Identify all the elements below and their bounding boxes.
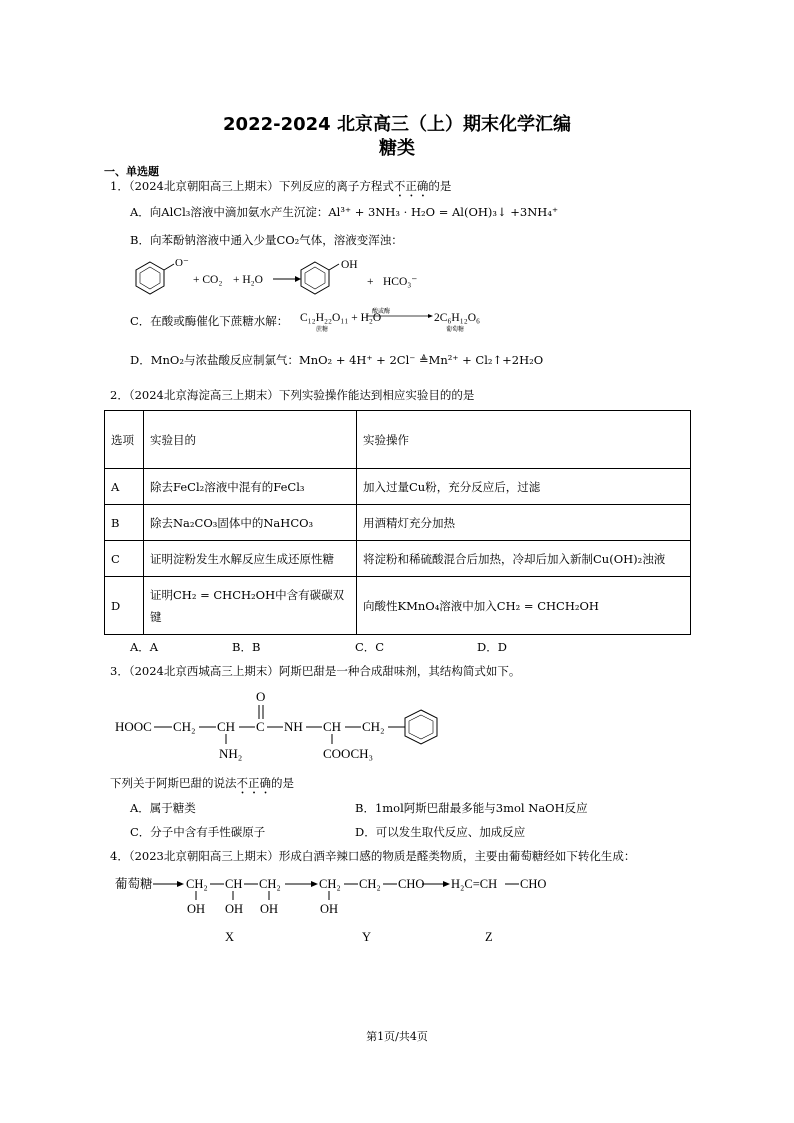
- question-1-stem: 1．（2024北京朝阳高三上期末）下列反应的离子方程式不正确的是: [110, 179, 452, 193]
- cooch3-group: COOCH₃: [323, 746, 374, 761]
- z-vinyl: H₂C=CH: [451, 877, 498, 891]
- q2-table: [104, 410, 691, 635]
- table-row: [105, 469, 691, 505]
- carbonyl-carbon: C: [256, 719, 265, 734]
- question-4-stem: 4．（2023北京朝阳高三上期末）形成白酒辛辣口感的物质是醛类物质，主要由葡萄糖经如下转化生成：: [110, 849, 636, 863]
- ch2-group: CH₂: [173, 719, 196, 734]
- q3-option-a: A．属于糖类: [130, 801, 196, 815]
- label-x: X: [225, 930, 235, 944]
- q1-option-a: A．向AlCl₃溶液中滴加氨水产生沉淀：Al³⁺ + 3NH₃ · H₂O = Al(OH)₃↓ +3NH₄⁺: [130, 205, 559, 219]
- table-row: [105, 541, 691, 577]
- x-oh-3: OH: [260, 902, 279, 916]
- plus-sign: +: [367, 276, 374, 288]
- x-ch2-a: CH₂: [186, 877, 208, 891]
- hco3: HCO₃⁻: [383, 276, 418, 288]
- label-y: Y: [362, 930, 372, 944]
- nh2-group: NH₂: [219, 746, 243, 761]
- phenoxide-label: O⁻: [175, 257, 189, 269]
- table-header-option: 选项: [105, 411, 144, 469]
- table-cell: 除去Na₂CO₃固体中的NaHCO₃: [144, 505, 357, 541]
- q3-option-b: B．1mol阿斯巴甜最多能与3mol NaOH反应: [355, 801, 588, 815]
- table-cell: 除去FeCl₂溶液中混有的FeCl₃: [144, 469, 357, 505]
- plus-co2: + CO₂: [193, 274, 223, 286]
- q1-option-b: B．向苯酚钠溶液中通入少量CO₂气体，溶液变浑浊：: [130, 233, 403, 247]
- x-oh-1: OH: [187, 902, 206, 916]
- table-cell: A: [105, 469, 144, 505]
- ch-group-2: CH: [323, 719, 342, 734]
- phenol-oh: OH: [341, 259, 358, 271]
- glucose-label: 葡萄糖: [115, 877, 153, 891]
- table-cell: 向酸性KMnO₄溶液中加入CH₂ = CHCH₂OH: [357, 577, 691, 635]
- page-subtitle: 糖类: [379, 138, 415, 159]
- glucose-tag: 葡萄糖: [446, 327, 465, 333]
- aspartame-structure: [115, 688, 465, 764]
- table-cell: 证明CH₂ = CHCH₂OH中含有碳碳双键: [144, 577, 357, 635]
- carbonyl-oxygen: O: [256, 689, 266, 704]
- q2-choice-d: D．D: [477, 640, 507, 654]
- q2-choice-c: C．C: [355, 640, 385, 654]
- q3-option-d: D．可以发生取代反应、加成反应: [355, 825, 526, 839]
- table-cell: 将淀粉和稀硫酸混合后加热，冷却后加入新制Cu(OH)₂浊液: [357, 541, 691, 577]
- question-3-stem: 3．（2024北京西城高三上期末）阿斯巴甜是一种合成甜味剂，其结构简式如下。: [110, 664, 521, 678]
- y-ch2-b: CH₂: [359, 877, 381, 891]
- question-3-lead: 下列关于阿斯巴甜的说法不正确的是: [110, 776, 294, 790]
- table-header-operation: 实验操作: [357, 411, 691, 469]
- catalyst-label: 酸或酶: [372, 309, 391, 315]
- q3-option-c: C．分子中含有手性碳原子: [130, 825, 266, 839]
- q1-c-sucrose-equation: [300, 306, 500, 336]
- q1-b-phenol-equation: [130, 252, 430, 302]
- hooc-group: HOOC: [115, 719, 152, 734]
- q1-option-d: D．MnO₂与浓盐酸反应制氯气：MnO₂ + 4H⁺ + 2Cl⁻ ≜Mn²⁺ + Cl₂↑+2H₂O: [130, 353, 544, 367]
- question-2-stem: 2．（2024北京海淀高三上期末）下列实验操作能达到相应实验目的的是: [110, 388, 475, 402]
- x-ch: CH: [225, 877, 243, 891]
- y-cho: CHO: [398, 877, 425, 891]
- z-cho: CHO: [520, 877, 547, 891]
- table-cell: 加入过量Cu粉，充分反应后，过滤: [357, 469, 691, 505]
- table-row: [105, 505, 691, 541]
- nh-group: NH: [284, 719, 303, 734]
- q2-choice-b: B．B: [232, 640, 261, 654]
- ch2-group-2: CH₂: [362, 719, 385, 734]
- x-ch2-b: CH₂: [259, 877, 281, 891]
- page-footer: 第1页/共4页: [366, 1030, 428, 1043]
- q2-choice-a: A．A: [130, 640, 159, 654]
- sucrose-lhs: C₁₂H₂₂O₁₁ + H₂O: [300, 312, 382, 324]
- table-cell: B: [105, 505, 144, 541]
- section-heading: 一、单选题: [104, 165, 159, 178]
- plus-h2o: + H₂O: [233, 274, 263, 286]
- x-oh-2: OH: [225, 902, 244, 916]
- q4-conversion-scheme: [115, 870, 575, 950]
- page-title: 2022-2024 北京高三（上）期末化学汇编: [223, 114, 571, 135]
- y-ch2-a: CH₂: [319, 877, 341, 891]
- label-z: Z: [485, 930, 493, 944]
- table-cell: 用酒精灯充分加热: [357, 505, 691, 541]
- table-cell: C: [105, 541, 144, 577]
- table-header-purpose: 实验目的: [144, 411, 357, 469]
- table-row: [105, 577, 691, 635]
- table-cell: 证明淀粉发生水解反应生成还原性糖: [144, 541, 357, 577]
- q1-option-c: C．在酸或酶催化下蔗糖水解：: [130, 314, 289, 328]
- glucose-rhs: 2C₆H₁₂O₆: [434, 312, 481, 324]
- y-oh: OH: [320, 902, 339, 916]
- table-cell: D: [105, 577, 144, 635]
- sucrose-tag: 蔗糖: [316, 327, 329, 333]
- ch-group: CH: [217, 719, 236, 734]
